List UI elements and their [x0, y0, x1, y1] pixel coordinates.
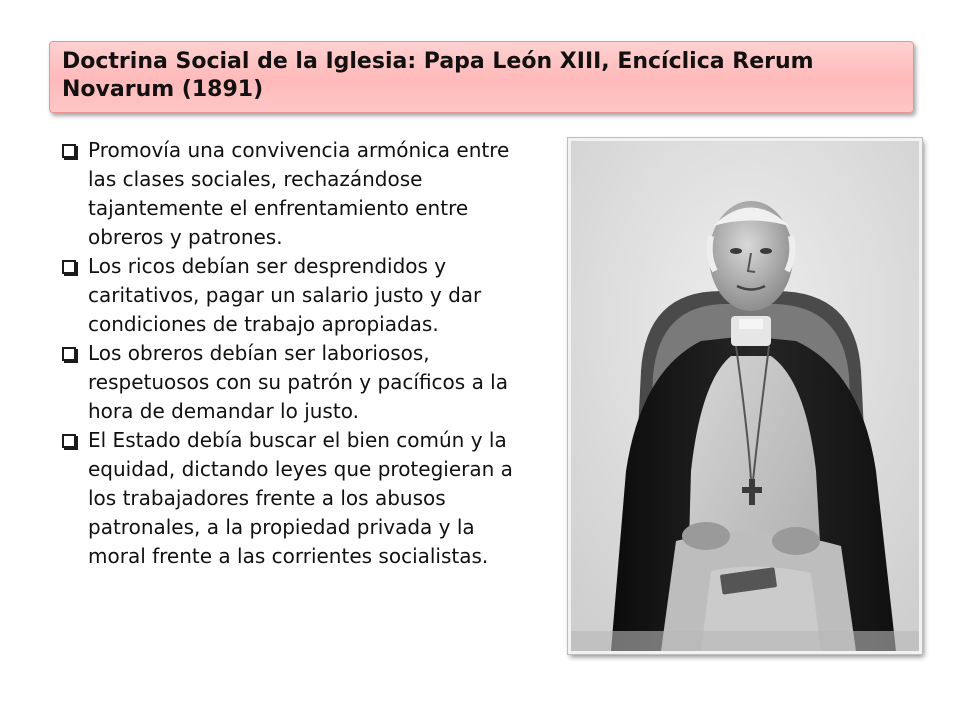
title-box: [49, 41, 914, 113]
slide-title: Doctrina Social de la Iglesia: Papa León XIII, Encíclica Rerum Novarum (1891): [62, 49, 814, 102]
portrait-photo: [568, 138, 922, 654]
bullet-item: [60, 339, 530, 426]
bullet-text: Los obreros debían ser laboriosos, respetuosos con su patrón y pacíficos a la hora de demandar lo justo.: [88, 341, 508, 423]
bullet-item: [60, 426, 530, 571]
square-bullet-icon: [62, 260, 76, 274]
bullet-item: [60, 136, 530, 252]
square-bullet-icon: [62, 347, 76, 361]
bullet-item: [60, 252, 530, 339]
bullet-text: El Estado debía buscar el bien común y la equidad, dictando leyes que protegieran a los trabajadores frente a los abusos patronales, a la propiedad privada y la moral frente a las corrientes socialistas.: [88, 428, 513, 568]
bullet-list: [60, 136, 530, 571]
bullet-text: Los ricos debían ser desprendidos y caritativos, pagar un salario justo y dar condiciones de trabajo apropiadas.: [88, 254, 482, 336]
portrait-image: [571, 141, 919, 651]
square-bullet-icon: [62, 434, 76, 448]
bullet-text: Promovía una convivencia armónica entre las clases sociales, rechazándose tajantemente el enfrentamiento entre obreros y patrones.: [88, 138, 510, 249]
square-bullet-icon: [62, 144, 76, 158]
